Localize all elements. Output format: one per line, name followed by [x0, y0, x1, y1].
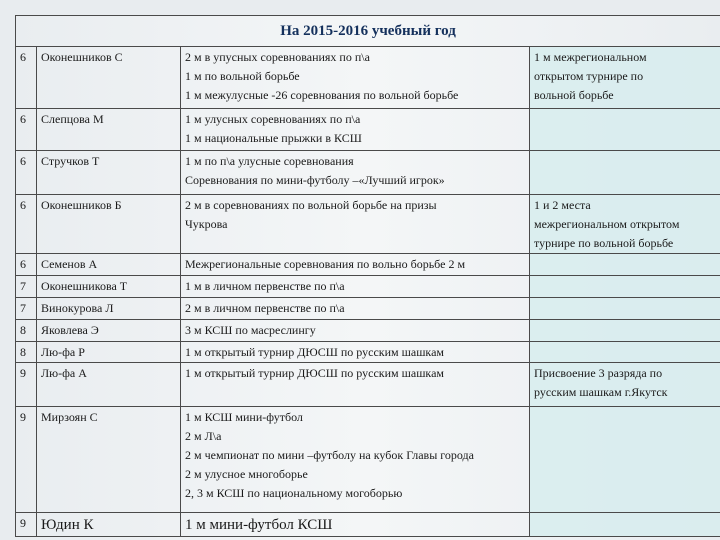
table-row	[16, 342, 720, 363]
result-line: 2 м в упусных соревнованиях по п\а	[185, 50, 370, 64]
result-line: 1 м национальные прыжки в КСШ	[185, 131, 362, 145]
notes-cell	[530, 342, 720, 363]
result-line: 1 м открытый турнир ДЮСШ по русским шашкам	[185, 345, 444, 359]
results-cell	[181, 276, 530, 298]
student-name-cell: Лю-фа Р	[37, 342, 181, 363]
result-line: 2 м в соревнованиях по вольной борьбе на призы	[185, 198, 437, 212]
student-name-cell: Винокурова Л	[37, 298, 181, 320]
result-line: Соревнования по мини-футболу –«Лучший игрок»	[185, 173, 445, 187]
achievements-table	[15, 15, 720, 537]
grade-cell: 6	[16, 109, 37, 151]
result-line: 1 м межулусные -26 соревнования по вольной борьбе	[185, 88, 459, 102]
grade-cell: 8	[16, 320, 37, 342]
results-cell	[181, 254, 530, 276]
notes-cell	[530, 276, 720, 298]
results-cell	[181, 320, 530, 342]
note-line: русским шашкам г.Якутск	[534, 385, 668, 399]
grade-cell: 7	[16, 276, 37, 298]
grade-cell: 9	[16, 513, 37, 537]
notes-cell	[530, 513, 720, 537]
notes-cell	[530, 407, 720, 513]
grade-cell: 9	[16, 407, 37, 513]
table-row	[16, 109, 720, 151]
grade-cell: 6	[16, 195, 37, 254]
results-cell	[181, 195, 530, 254]
student-name-cell: Мирзоян С	[37, 407, 181, 513]
result-line: 2 м чемпионат по мини –футболу на кубок Главы города	[185, 448, 474, 462]
grade-cell: 6	[16, 151, 37, 195]
note-line: 1 м межрегиональном	[534, 50, 647, 64]
results-cell	[181, 298, 530, 320]
table-row	[16, 363, 720, 407]
document-sheet	[15, 15, 720, 540]
notes-cell	[530, 195, 720, 254]
result-line: 1 м по вольной борьбе	[185, 69, 300, 83]
results-cell	[181, 151, 530, 195]
results-cell	[181, 407, 530, 513]
note-line: вольной борьбе	[534, 88, 614, 102]
notes-cell	[530, 320, 720, 342]
result-line: 2 м улусное многоборье	[185, 467, 308, 481]
results-cell	[181, 513, 530, 537]
table-row	[16, 254, 720, 276]
grade-cell: 9	[16, 363, 37, 407]
grade-cell: 7	[16, 298, 37, 320]
table-row	[16, 151, 720, 195]
grade-cell: 6	[16, 47, 37, 109]
result-line: 1 м по п\а улусные соревнования	[185, 154, 354, 168]
table-row	[16, 407, 720, 513]
student-name-cell: Слепцова М	[37, 109, 181, 151]
result-line: 2 м Л\а	[185, 429, 222, 443]
table-row	[16, 320, 720, 342]
results-cell	[181, 363, 530, 407]
results-cell	[181, 47, 530, 109]
result-line: 1 м в личном первенстве по п\а	[185, 279, 345, 293]
result-line: 2, 3 м КСШ по национальному могоборью	[185, 486, 403, 500]
student-name-cell: Оконешникова Т	[37, 276, 181, 298]
student-name-cell: Оконешников С	[37, 47, 181, 109]
grade-cell: 6	[16, 254, 37, 276]
result-line: 1 м улусных соревнованиях по п\а	[185, 112, 361, 126]
results-cell	[181, 342, 530, 363]
table-row	[16, 276, 720, 298]
student-name-cell: Яковлева Э	[37, 320, 181, 342]
grade-cell: 8	[16, 342, 37, 363]
notes-cell	[530, 47, 720, 109]
note-line: открытом турнире по	[534, 69, 644, 83]
note-line: 1 и 2 места	[534, 198, 591, 212]
notes-cell	[530, 151, 720, 195]
result-line: 3 м КСШ по масреслингу	[185, 323, 316, 337]
result-line: 1 м мини-футбол КСШ	[185, 517, 333, 533]
notes-cell	[530, 298, 720, 320]
results-cell	[181, 109, 530, 151]
result-line: 2 м в личном первенстве по п\а	[185, 301, 345, 315]
student-name-cell: Оконешников Б	[37, 195, 181, 254]
student-name-cell: Семенов А	[37, 254, 181, 276]
title-row	[16, 16, 720, 47]
table-row	[16, 298, 720, 320]
student-name-cell: Лю-фа А	[37, 363, 181, 407]
notes-cell	[530, 109, 720, 151]
result-line: 1 м открытый турнир ДЮСШ по русским шашкам	[185, 366, 444, 380]
notes-cell	[530, 254, 720, 276]
notes-cell	[530, 363, 720, 407]
table-row	[16, 195, 720, 254]
result-line: Межрегиональные соревнования по вольно борьбе 2 м	[185, 257, 466, 271]
student-name-cell: Юдин К	[37, 513, 181, 537]
table-row	[16, 513, 720, 537]
result-line: Чукрова	[185, 217, 228, 231]
note-line: межрегиональном открытом	[534, 217, 680, 231]
result-line: 1 м КСШ мини-футбол	[185, 410, 303, 424]
student-name-cell: Стручков Т	[37, 151, 181, 195]
table-row	[16, 47, 720, 109]
note-line: Присвоение 3 разряда по	[534, 366, 663, 380]
note-line: турнире по вольной борьбе	[534, 236, 674, 250]
table-title: На 2015-2016 учебный год	[16, 16, 720, 47]
